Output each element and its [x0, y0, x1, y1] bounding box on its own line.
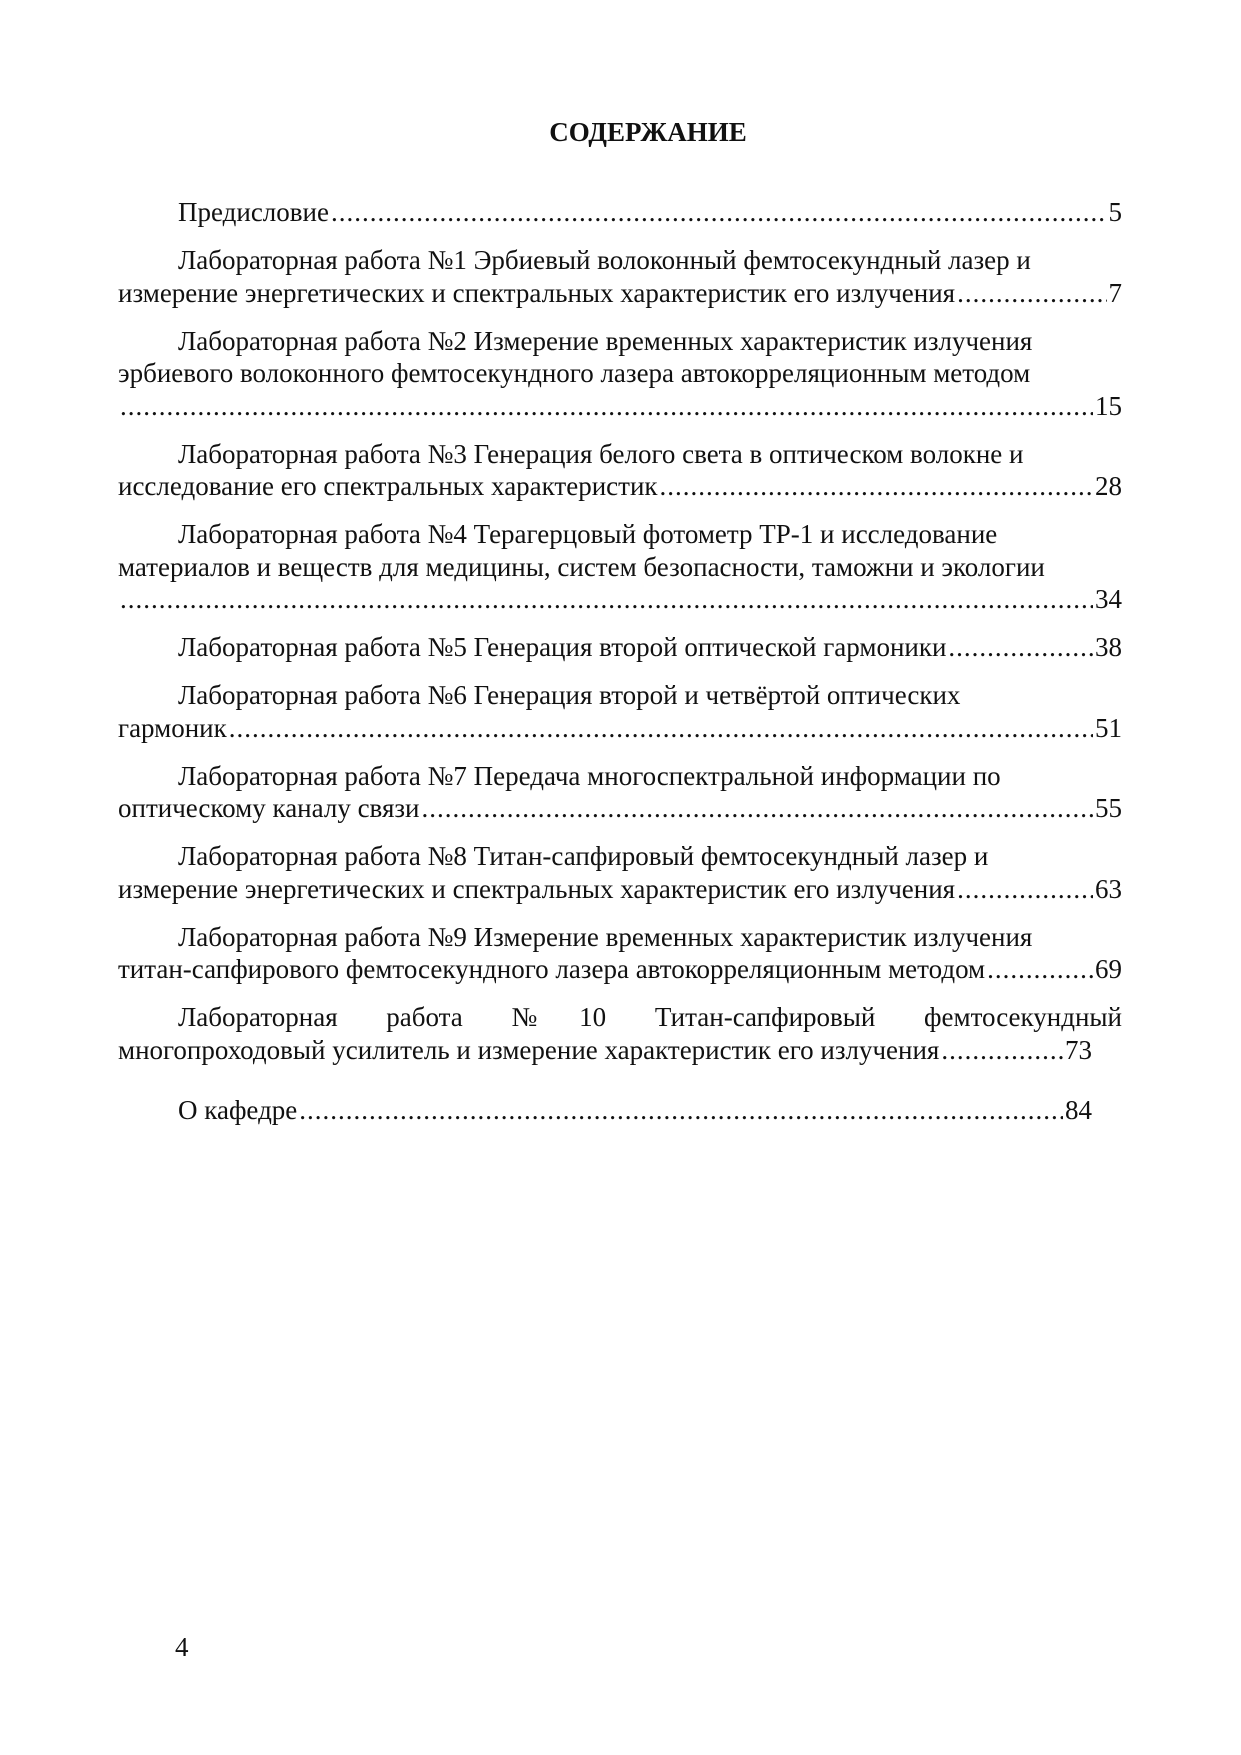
toc-entry-text: Лабораторная работа №10 Титан-сапфировый фемтосекундный	[178, 1002, 1122, 1032]
toc-line	[118, 196, 1122, 229]
dot-leader	[299, 1094, 1063, 1127]
toc-page-number: 55	[1095, 793, 1122, 823]
toc-entry-text: Лабораторная работа №4 Терагерцовый фотометр ТР-1 и исследование	[178, 519, 998, 549]
toc-entry-text: измерение энергетических и спектральных характеристик его излучения	[118, 873, 956, 904]
toc-line	[118, 631, 1122, 664]
dot-leader	[957, 873, 1093, 906]
toc-entry-text: исследование его спектральных характеристик	[118, 471, 658, 501]
toc-entry-text: Лабораторная работа №2 Измерение временных характеристик излучения	[178, 325, 1033, 356]
toc-entry-lab-10[interactable]	[118, 1001, 1122, 1066]
toc-entry-text: Лабораторная работа №6 Генерация второй и четвёртой оптических	[178, 680, 961, 710]
toc-entry-text: титан-сапфирового фемтосекундного лазера автокорреляционным методом	[118, 954, 986, 984]
toc-page-number: 69	[1095, 954, 1122, 984]
toc-line	[118, 712, 1122, 745]
page-number: 4	[175, 1632, 189, 1662]
toc-entry-text: гармоник	[118, 712, 227, 743]
toc-entry-text: Лабораторная работа №8 Титан-сапфировый фемтосекундный лазер и	[178, 841, 989, 871]
toc-line	[118, 583, 1122, 616]
toc-page-number: 84	[1065, 1095, 1092, 1125]
dot-leader	[421, 792, 1093, 825]
dot-leader	[660, 470, 1093, 503]
toc-entry-lab-4[interactable]	[118, 518, 1122, 616]
toc-line	[118, 953, 1122, 986]
toc-page-number: 73	[1065, 1034, 1092, 1065]
toc-entry-text: материалов и веществ для медицины, систем безопасности, таможни и экологии	[118, 551, 1045, 582]
dot-leader	[957, 277, 1106, 310]
toc-page-number: 34	[1095, 584, 1122, 614]
dot-leader	[120, 583, 1093, 616]
toc-entry-text: оптическому каналу связи	[118, 793, 420, 823]
toc-entry-text: Лабораторная работа №7 Передача многоспектральной информации по	[178, 760, 1001, 791]
toc-entry-about-department[interactable]	[118, 1094, 1122, 1127]
toc-page-number: 63	[1095, 873, 1122, 904]
toc-entry-preface[interactable]	[118, 196, 1122, 229]
page-title: СОДЕРЖАНИЕ	[549, 117, 747, 147]
toc-entry-text: Лабораторная работа №5 Генерация второй оптической гармоники	[178, 632, 947, 662]
toc-entry-lab-5[interactable]	[118, 631, 1122, 664]
toc-line	[118, 1094, 1092, 1127]
dot-leader	[229, 712, 1093, 745]
toc-page-number: 7	[1108, 277, 1122, 308]
toc-entry-text: эрбиевого волоконного фемтосекундного лазера автокорреляционным методом	[118, 358, 1031, 388]
toc-line	[118, 1034, 1092, 1067]
toc-entry-lab-1[interactable]	[118, 244, 1122, 309]
toc-line	[118, 873, 1122, 906]
toc-line	[118, 792, 1122, 825]
dot-leader	[331, 196, 1107, 229]
toc-entry-text: О кафедре	[178, 1095, 298, 1125]
toc-entry-lab-7[interactable]	[118, 760, 1122, 825]
toc-page-number: 51	[1095, 712, 1122, 743]
toc-entry-text: Лабораторная работа №9 Измерение временных характеристик излучения	[178, 921, 1033, 952]
dot-leader	[948, 631, 1093, 664]
toc-entry-text: Предисловие	[178, 197, 329, 227]
toc-entry-lab-9[interactable]	[118, 921, 1122, 986]
dot-leader	[941, 1034, 1063, 1067]
toc-line	[118, 470, 1122, 503]
toc-line	[118, 277, 1122, 310]
toc-entry-text: многопроходовый усилитель и измерение характеристик его излучения	[118, 1034, 940, 1065]
toc-entry-text: Лабораторная работа №1 Эрбиевый волоконный фемтосекундный лазер и	[178, 245, 1031, 275]
dot-leader	[120, 390, 1093, 423]
toc-entry-text: Лабораторная работа №3 Генерация белого света в оптическом волокне и	[178, 438, 1024, 469]
toc-line	[118, 390, 1122, 423]
table-of-contents	[118, 196, 1122, 1142]
dot-leader	[987, 953, 1093, 986]
toc-page-number: 15	[1095, 390, 1122, 421]
toc-page-number: 38	[1095, 632, 1122, 662]
toc-entry-text: измерение энергетических и спектральных характеристик его излучения	[118, 277, 956, 308]
toc-entry-lab-3[interactable]	[118, 438, 1122, 503]
toc-page-number: 5	[1108, 197, 1122, 227]
toc-entry-lab-8[interactable]	[118, 840, 1122, 905]
toc-entry-lab-2[interactable]	[118, 325, 1122, 423]
toc-entry-lab-6[interactable]	[118, 679, 1122, 744]
toc-page-number: 28	[1095, 471, 1122, 501]
